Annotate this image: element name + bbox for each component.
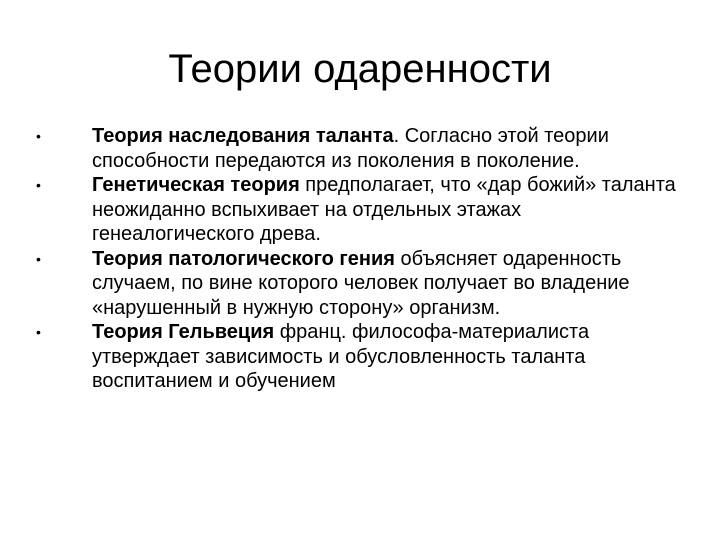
bullet-icon: • [36,128,41,144]
bullet-term: Теория Гельвеция [92,321,275,343]
bullet-item-heredity [36,124,676,173]
bullet-icon: • [36,177,41,193]
bullet-term: Генетическая теория [92,174,300,196]
bullet-item-genetic [36,173,676,247]
bullet-item-helvetius [36,320,676,394]
bullet-text: объясняет одаренность случаем, по вине которого человек получает во владение «нарушенный в нужную сторону» организм. [92,247,630,319]
bullet-term: Теория наследования таланта [92,125,394,147]
slide-title: Теории одаренности [168,47,552,91]
bullet-term: Теория патологического гения [92,247,395,270]
bullet-text: франц. философа-материалиста утверждает зависимость и обусловленность таланта воспитанием и обучением [92,321,590,392]
bullet-list [36,124,676,394]
bullet-text: . Согласно этой теории способности передаются из поколения в поколение. [92,125,609,172]
bullet-item-pathological [36,247,676,321]
bullet-icon: • [36,250,41,267]
bullet-text: предполагает, что «дар божий» таланта неожиданно вспыхивает на отдельных этажах генеалогического древа. [92,174,676,245]
bullet-icon: • [36,324,41,340]
